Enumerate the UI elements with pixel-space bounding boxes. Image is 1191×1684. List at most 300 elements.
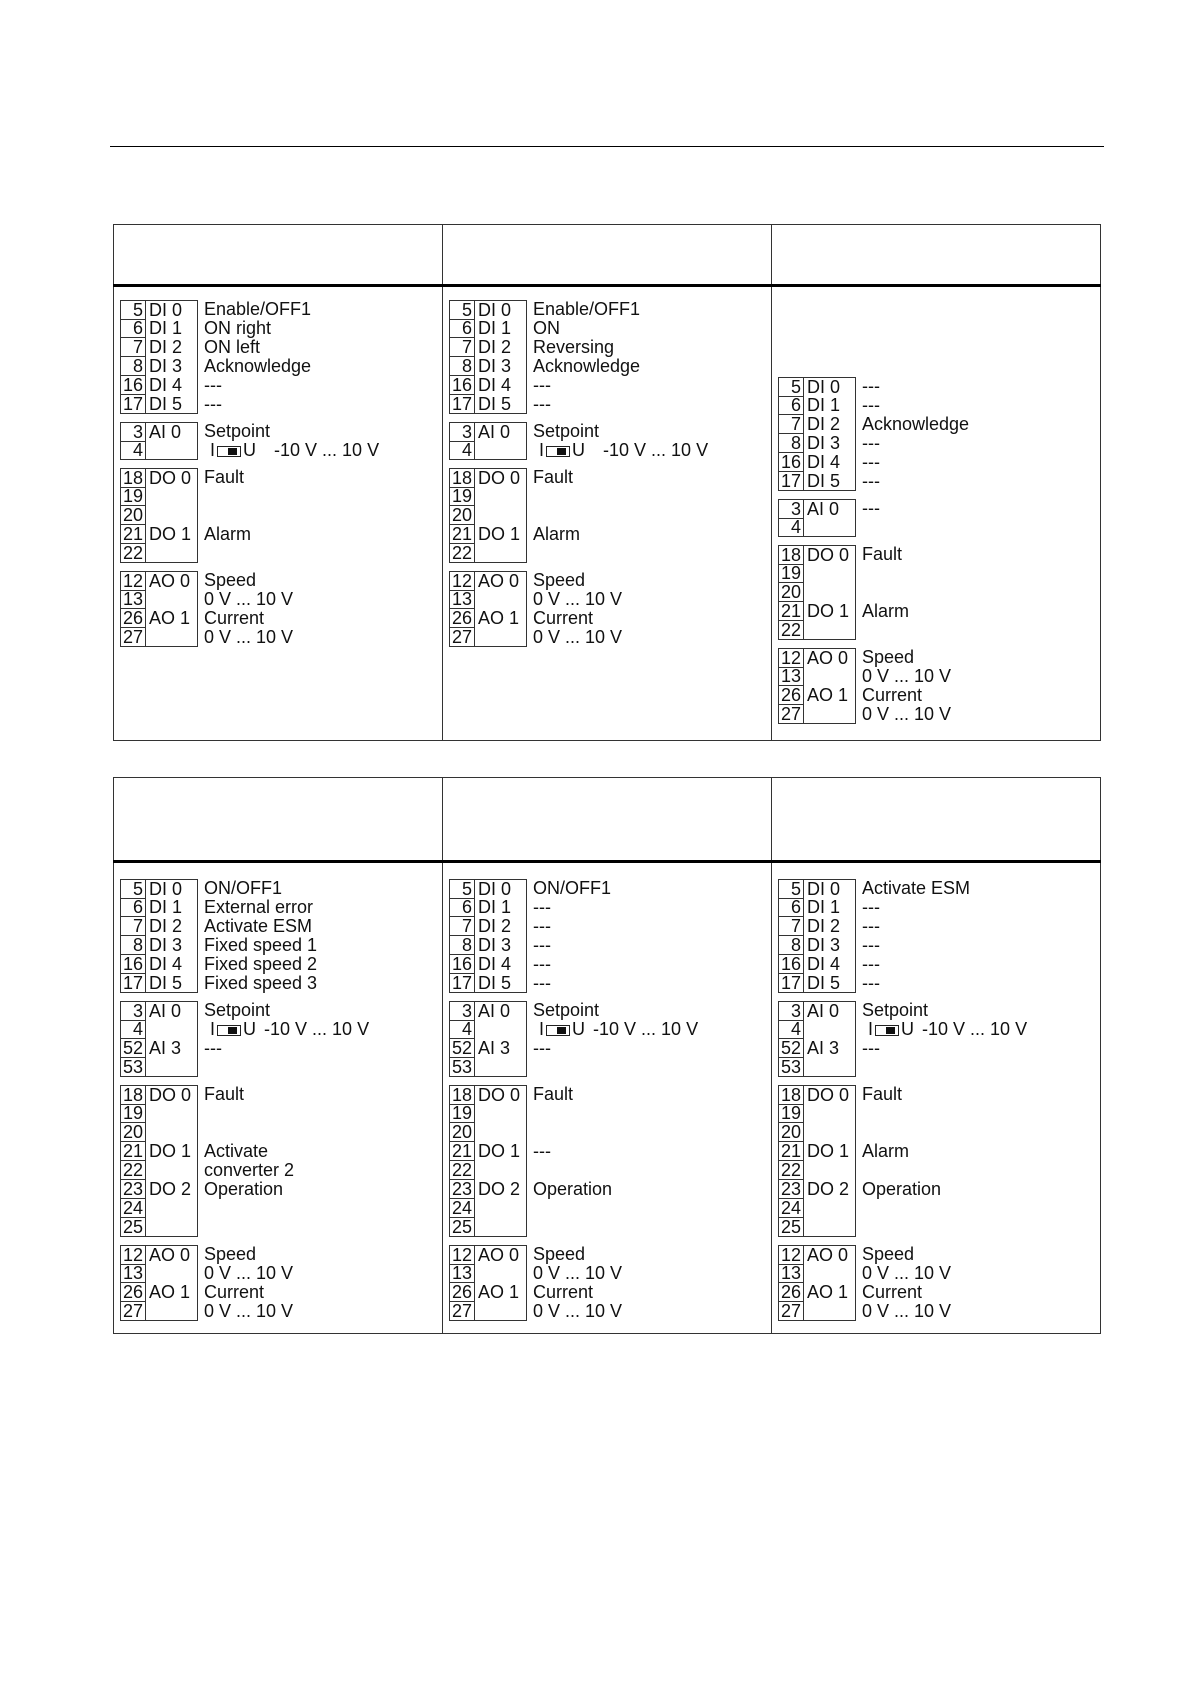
terminal-number: 5 [450, 880, 475, 899]
terminal-block [449, 898, 527, 917]
function-label: 0 V ... 10 V [862, 1301, 952, 1321]
switch-icon [217, 446, 241, 457]
do-terminal-group [449, 468, 708, 563]
terminal-row [120, 1302, 369, 1321]
terminal-row [449, 974, 698, 993]
signal-name: DI 0 [807, 879, 841, 899]
signal-name: DI 3 [149, 356, 183, 376]
signal-name: AO 0 [478, 571, 520, 591]
terminal-diagram [449, 879, 698, 1329]
function-label: Speed [204, 570, 257, 590]
terminal-block [778, 583, 856, 602]
table-cell [772, 286, 1101, 741]
terminal-row [120, 628, 379, 647]
terminal-number: 17 [121, 974, 146, 993]
signal-name: DI 3 [807, 935, 841, 955]
function-label: 0 V ... 10 V [533, 589, 623, 609]
terminal-row [778, 936, 1027, 955]
terminal-row [778, 1085, 1027, 1104]
terminal-row [449, 1085, 698, 1104]
switch-u-label: U [243, 440, 257, 460]
function-label: 0 V ... 10 V [533, 1263, 623, 1283]
function-label: --- [204, 394, 222, 414]
terminal-number: 13 [121, 590, 146, 609]
function-label: Operation [862, 1179, 942, 1199]
terminal-row [120, 609, 379, 628]
terminal-number: 3 [121, 1002, 146, 1021]
terminal-number: 16 [779, 453, 804, 472]
signal-name: DI 4 [478, 954, 512, 974]
signal-name: AO 1 [478, 1282, 520, 1302]
terminal-row [449, 1123, 698, 1142]
switch-i-label: I [868, 1019, 874, 1039]
terminal-number: 7 [121, 917, 146, 936]
terminal-row [120, 1283, 369, 1302]
ao-terminal-group [778, 1245, 1027, 1321]
terminal-number: 3 [779, 1002, 804, 1021]
function-label: Acknowledge [204, 356, 312, 376]
table-body-row [114, 862, 1101, 1334]
terminal-row [449, 1302, 698, 1321]
terminal-block [778, 434, 856, 453]
terminal-number: 13 [450, 1264, 475, 1283]
terminal-number: 21 [121, 1142, 146, 1161]
terminal-number: 13 [779, 1264, 804, 1283]
terminal-block [120, 1142, 198, 1161]
terminal-number: 6 [779, 396, 804, 415]
terminal-block [449, 1085, 527, 1104]
terminal-block [120, 1245, 198, 1264]
terminal-number: 6 [450, 898, 475, 917]
terminal-row [449, 917, 698, 936]
terminal-number: 23 [121, 1180, 146, 1199]
signal-name: DI 4 [807, 954, 841, 974]
terminal-row [120, 395, 379, 414]
function-label: External error [204, 897, 314, 917]
function-label: --- [533, 1141, 551, 1161]
terminal-row [449, 590, 708, 609]
terminal-row [778, 434, 969, 453]
io-switch [198, 441, 379, 460]
function-label: --- [533, 935, 551, 955]
terminal-block [449, 917, 527, 936]
function-label: Current [533, 1282, 594, 1302]
function-label: --- [533, 375, 551, 395]
function-label: Fault [204, 467, 245, 487]
function-label: Current [533, 608, 594, 628]
terminal-row [449, 1199, 698, 1218]
function-label: ON [533, 318, 560, 338]
function-label: --- [533, 916, 551, 936]
terminal-number: 20 [779, 1123, 804, 1142]
terminal-number: 8 [779, 936, 804, 955]
terminal-number: 17 [779, 974, 804, 993]
signal-name: DO 0 [478, 1085, 521, 1105]
terminal-row [120, 571, 379, 590]
terminal-block [120, 506, 198, 525]
terminal-row [778, 1142, 1027, 1161]
terminal-number: 19 [450, 1104, 475, 1123]
terminal-row [778, 686, 969, 705]
terminal-block [120, 1302, 198, 1321]
terminal-number: 5 [450, 301, 475, 320]
terminal-number: 3 [450, 1002, 475, 1021]
switch-u-label: U [901, 1019, 915, 1039]
switch-u-label: U [243, 1019, 257, 1039]
terminal-number: 21 [779, 602, 804, 621]
signal-name: AO 0 [807, 648, 849, 668]
terminal-row [778, 1283, 1027, 1302]
di-terminal-group [449, 879, 698, 993]
terminal-block [778, 667, 856, 686]
terminal-number: 20 [450, 1123, 475, 1142]
terminal-number: 26 [450, 609, 475, 628]
function-label: Setpoint [204, 1000, 271, 1020]
terminal-block [778, 1104, 856, 1123]
signal-name: DI 5 [149, 394, 183, 414]
signal-name: AO 1 [478, 608, 520, 628]
function-label: Operation [533, 1179, 613, 1199]
terminal-block [120, 441, 198, 460]
terminal-row [778, 545, 969, 564]
function-label: --- [862, 973, 880, 993]
terminal-block [778, 1001, 856, 1020]
function-label: --- [533, 394, 551, 414]
terminal-number: 18 [779, 546, 804, 565]
terminal-row [120, 974, 369, 993]
signal-name: DO 1 [478, 524, 521, 544]
terminal-number: 22 [121, 1161, 146, 1180]
terminal-block [120, 1161, 198, 1180]
signal-name: AI 3 [807, 1038, 840, 1058]
signal-name: AI 0 [149, 422, 182, 442]
terminal-number: 23 [450, 1180, 475, 1199]
terminal-number: 5 [121, 880, 146, 899]
terminal-row [120, 898, 369, 917]
terminal-number: 20 [779, 583, 804, 602]
terminal-number: 21 [779, 1142, 804, 1161]
terminal-block [449, 1001, 527, 1020]
terminal-row [778, 1039, 1027, 1058]
function-label: Setpoint [533, 421, 600, 441]
terminal-block [120, 544, 198, 563]
signal-name: DI 4 [149, 375, 183, 395]
di-terminal-group [120, 879, 369, 993]
terminal-block [449, 506, 527, 525]
terminal-row [778, 1161, 1027, 1180]
terminal-row [778, 453, 969, 472]
terminal-row [449, 955, 698, 974]
di-terminal-group [449, 300, 708, 414]
terminal-number: 26 [450, 1283, 475, 1302]
signal-name: DO 1 [478, 1141, 521, 1161]
signal-name: AO 0 [149, 571, 191, 591]
di-terminal-group [120, 300, 379, 414]
signal-name: DO 0 [807, 1085, 850, 1105]
io-switch [198, 1020, 369, 1039]
signal-name: DI 1 [149, 318, 183, 338]
ao-terminal-group [449, 571, 708, 647]
function-label: --- [862, 1038, 880, 1058]
terminal-row [778, 1199, 1027, 1218]
signal-name: DI 2 [149, 337, 183, 357]
signal-name: AO 0 [149, 1245, 191, 1265]
terminal-row [778, 499, 969, 518]
terminal-number: 19 [779, 564, 804, 583]
terminal-number: 12 [779, 1246, 804, 1265]
terminal-number: 22 [779, 621, 804, 640]
terminal-number: 18 [121, 1086, 146, 1105]
terminal-block [778, 1283, 856, 1302]
terminal-number: 16 [121, 955, 146, 974]
terminal-row [449, 441, 708, 460]
function-label: 0 V ... 10 V [862, 1263, 952, 1283]
function-label: Speed [862, 647, 915, 667]
function-label: Setpoint [533, 1000, 600, 1020]
terminal-row [449, 338, 708, 357]
terminal-number: 23 [779, 1180, 804, 1199]
ao-terminal-group [120, 1245, 369, 1321]
table-header-row [114, 225, 1101, 286]
function-label: --- [533, 897, 551, 917]
terminal-block [449, 487, 527, 506]
signal-name: AI 0 [478, 1001, 511, 1021]
terminal-block [449, 974, 527, 993]
terminal-block [449, 1180, 527, 1199]
terminal-row [449, 1142, 698, 1161]
terminal-block [778, 1142, 856, 1161]
terminal-block [449, 609, 527, 628]
terminal-row [120, 1180, 369, 1199]
function-label: Fixed speed 2 [204, 954, 318, 974]
terminal-number: 12 [121, 572, 146, 591]
terminal-number: 16 [121, 376, 146, 395]
do-terminal-group [120, 1085, 369, 1237]
terminal-block [120, 1001, 198, 1020]
terminal-number: 25 [779, 1218, 804, 1237]
terminal-block [120, 1264, 198, 1283]
signal-name: AO 1 [149, 1282, 191, 1302]
terminal-number: 19 [121, 487, 146, 506]
terminal-block [120, 609, 198, 628]
terminal-number: 17 [450, 974, 475, 993]
terminal-number: 21 [450, 525, 475, 544]
terminal-row [449, 544, 708, 563]
terminal-number: 8 [121, 357, 146, 376]
terminal-row [778, 667, 969, 686]
signal-name: DI 4 [807, 452, 841, 472]
terminal-row [120, 879, 369, 898]
terminal-row [120, 1123, 369, 1142]
function-label: --- [862, 498, 880, 518]
signal-name: DI 3 [149, 935, 183, 955]
signal-name: DI 2 [807, 414, 841, 434]
signal-name: DI 0 [149, 879, 183, 899]
terminal-number: 53 [779, 1058, 804, 1077]
terminal-row [778, 1020, 1027, 1039]
terminal-block [778, 499, 856, 518]
terminal-row [120, 590, 379, 609]
terminal-block [449, 936, 527, 955]
terminal-block [778, 686, 856, 705]
terminal-number: 4 [779, 518, 804, 537]
switch-i-label: I [539, 1019, 545, 1039]
table-cell [443, 286, 772, 741]
terminal-row [449, 1001, 698, 1020]
table-header-cell [443, 225, 772, 286]
signal-name: DO 0 [478, 468, 521, 488]
terminal-number: 7 [121, 338, 146, 357]
signal-name: DI 5 [478, 973, 512, 993]
function-label: Setpoint [862, 1000, 929, 1020]
terminal-block [449, 525, 527, 544]
function-label: --- [533, 1038, 551, 1058]
terminal-row [449, 898, 698, 917]
terminal-block [449, 357, 527, 376]
function-label: Speed [533, 1244, 586, 1264]
terminal-row [449, 1058, 698, 1077]
switch-i-label: I [210, 1019, 216, 1039]
terminal-block [449, 1245, 527, 1264]
ai-terminal-group [778, 1001, 1027, 1077]
function-label: Fault [533, 467, 574, 487]
terminal-row [449, 506, 708, 525]
terminal-block [120, 468, 198, 487]
terminal-number: 26 [779, 1283, 804, 1302]
terminal-number: 4 [450, 1020, 475, 1039]
function-label: ON right [204, 318, 272, 338]
signal-name: DO 2 [478, 1179, 521, 1199]
terminal-block [449, 338, 527, 357]
terminal-block [120, 1104, 198, 1123]
terminal-block [449, 628, 527, 647]
terminal-block [778, 1039, 856, 1058]
switch-i-label: I [539, 440, 545, 460]
terminal-row [778, 1123, 1027, 1142]
signal-name: AI 0 [478, 422, 511, 442]
terminal-number: 18 [450, 1086, 475, 1105]
terminal-row [449, 609, 708, 628]
terminal-number: 12 [450, 572, 475, 591]
terminal-number: 8 [450, 357, 475, 376]
terminal-diagram [120, 300, 379, 655]
function-label: Current [204, 608, 265, 628]
terminal-row [120, 1058, 369, 1077]
io-switch [527, 441, 708, 460]
function-label: Operation [204, 1179, 284, 1199]
terminal-number: 53 [121, 1058, 146, 1077]
function-label: Speed [533, 570, 586, 590]
terminal-block [449, 590, 527, 609]
terminal-number: 17 [121, 395, 146, 414]
terminal-row [449, 395, 708, 414]
terminal-number: 24 [450, 1199, 475, 1218]
function-label: Acknowledge [862, 414, 970, 434]
terminal-number: 17 [450, 395, 475, 414]
function-label: 0 V ... 10 V [204, 589, 294, 609]
function-label: --- [204, 1038, 222, 1058]
do-terminal-group [778, 545, 969, 640]
function-label: Enable/OFF1 [533, 299, 641, 319]
function-label: --- [862, 452, 880, 472]
terminal-block [120, 571, 198, 590]
terminal-row [120, 300, 379, 319]
function-label: --- [862, 471, 880, 491]
terminal-block [449, 1039, 527, 1058]
signal-name: DO 0 [149, 468, 192, 488]
terminal-number: 4 [450, 441, 475, 460]
terminal-row [778, 1218, 1027, 1237]
terminal-block [778, 917, 856, 936]
signal-name: DI 0 [149, 300, 183, 320]
terminal-row [120, 487, 379, 506]
terminal-number: 22 [779, 1161, 804, 1180]
terminal-row [449, 422, 708, 441]
signal-name: DI 0 [478, 879, 512, 899]
terminal-block [449, 571, 527, 590]
terminal-block [120, 1283, 198, 1302]
terminal-row [778, 648, 969, 667]
terminal-number: 4 [121, 1020, 146, 1039]
terminal-block [120, 1180, 198, 1199]
function-label: --- [862, 935, 880, 955]
signal-name: DI 5 [478, 394, 512, 414]
terminal-row [120, 936, 369, 955]
function-label: --- [533, 954, 551, 974]
terminal-number: 27 [450, 628, 475, 647]
ao-terminal-group [449, 1245, 698, 1321]
switch-icon [546, 446, 570, 457]
switch-icon [546, 1025, 570, 1036]
function-label: --- [204, 375, 222, 395]
function-label: 0 V ... 10 V [862, 704, 952, 724]
terminal-row [449, 1039, 698, 1058]
io-switch [527, 1020, 698, 1039]
ao-terminal-group [778, 648, 969, 724]
signal-name: DI 3 [807, 433, 841, 453]
terminal-number: 6 [121, 319, 146, 338]
terminal-block [449, 955, 527, 974]
terminal-block [120, 898, 198, 917]
terminal-row [778, 602, 969, 621]
terminal-block [778, 1020, 856, 1039]
terminal-row [778, 1058, 1027, 1077]
terminal-number: 25 [450, 1218, 475, 1237]
signal-name: AI 0 [149, 1001, 182, 1021]
function-label: Current [862, 685, 923, 705]
terminal-number: 13 [779, 667, 804, 686]
function-label: Reversing [533, 337, 615, 357]
signal-name: DI 4 [478, 375, 512, 395]
terminal-number: 20 [450, 506, 475, 525]
terminal-row [778, 564, 969, 583]
macro-table-2 [113, 777, 1101, 1334]
di-terminal-group [778, 879, 1027, 993]
table-cell [772, 862, 1101, 1334]
terminal-block [449, 422, 527, 441]
terminal-row [449, 936, 698, 955]
terminal-number: 22 [450, 1161, 475, 1180]
function-label: ON/OFF1 [533, 878, 612, 898]
terminal-number: 24 [779, 1199, 804, 1218]
terminal-number: 17 [779, 472, 804, 491]
terminal-block [120, 300, 198, 319]
terminal-row [449, 357, 708, 376]
signal-name: DI 1 [807, 897, 841, 917]
terminal-block [449, 1264, 527, 1283]
io-switch [856, 1020, 1027, 1039]
signal-name: DI 2 [478, 337, 512, 357]
